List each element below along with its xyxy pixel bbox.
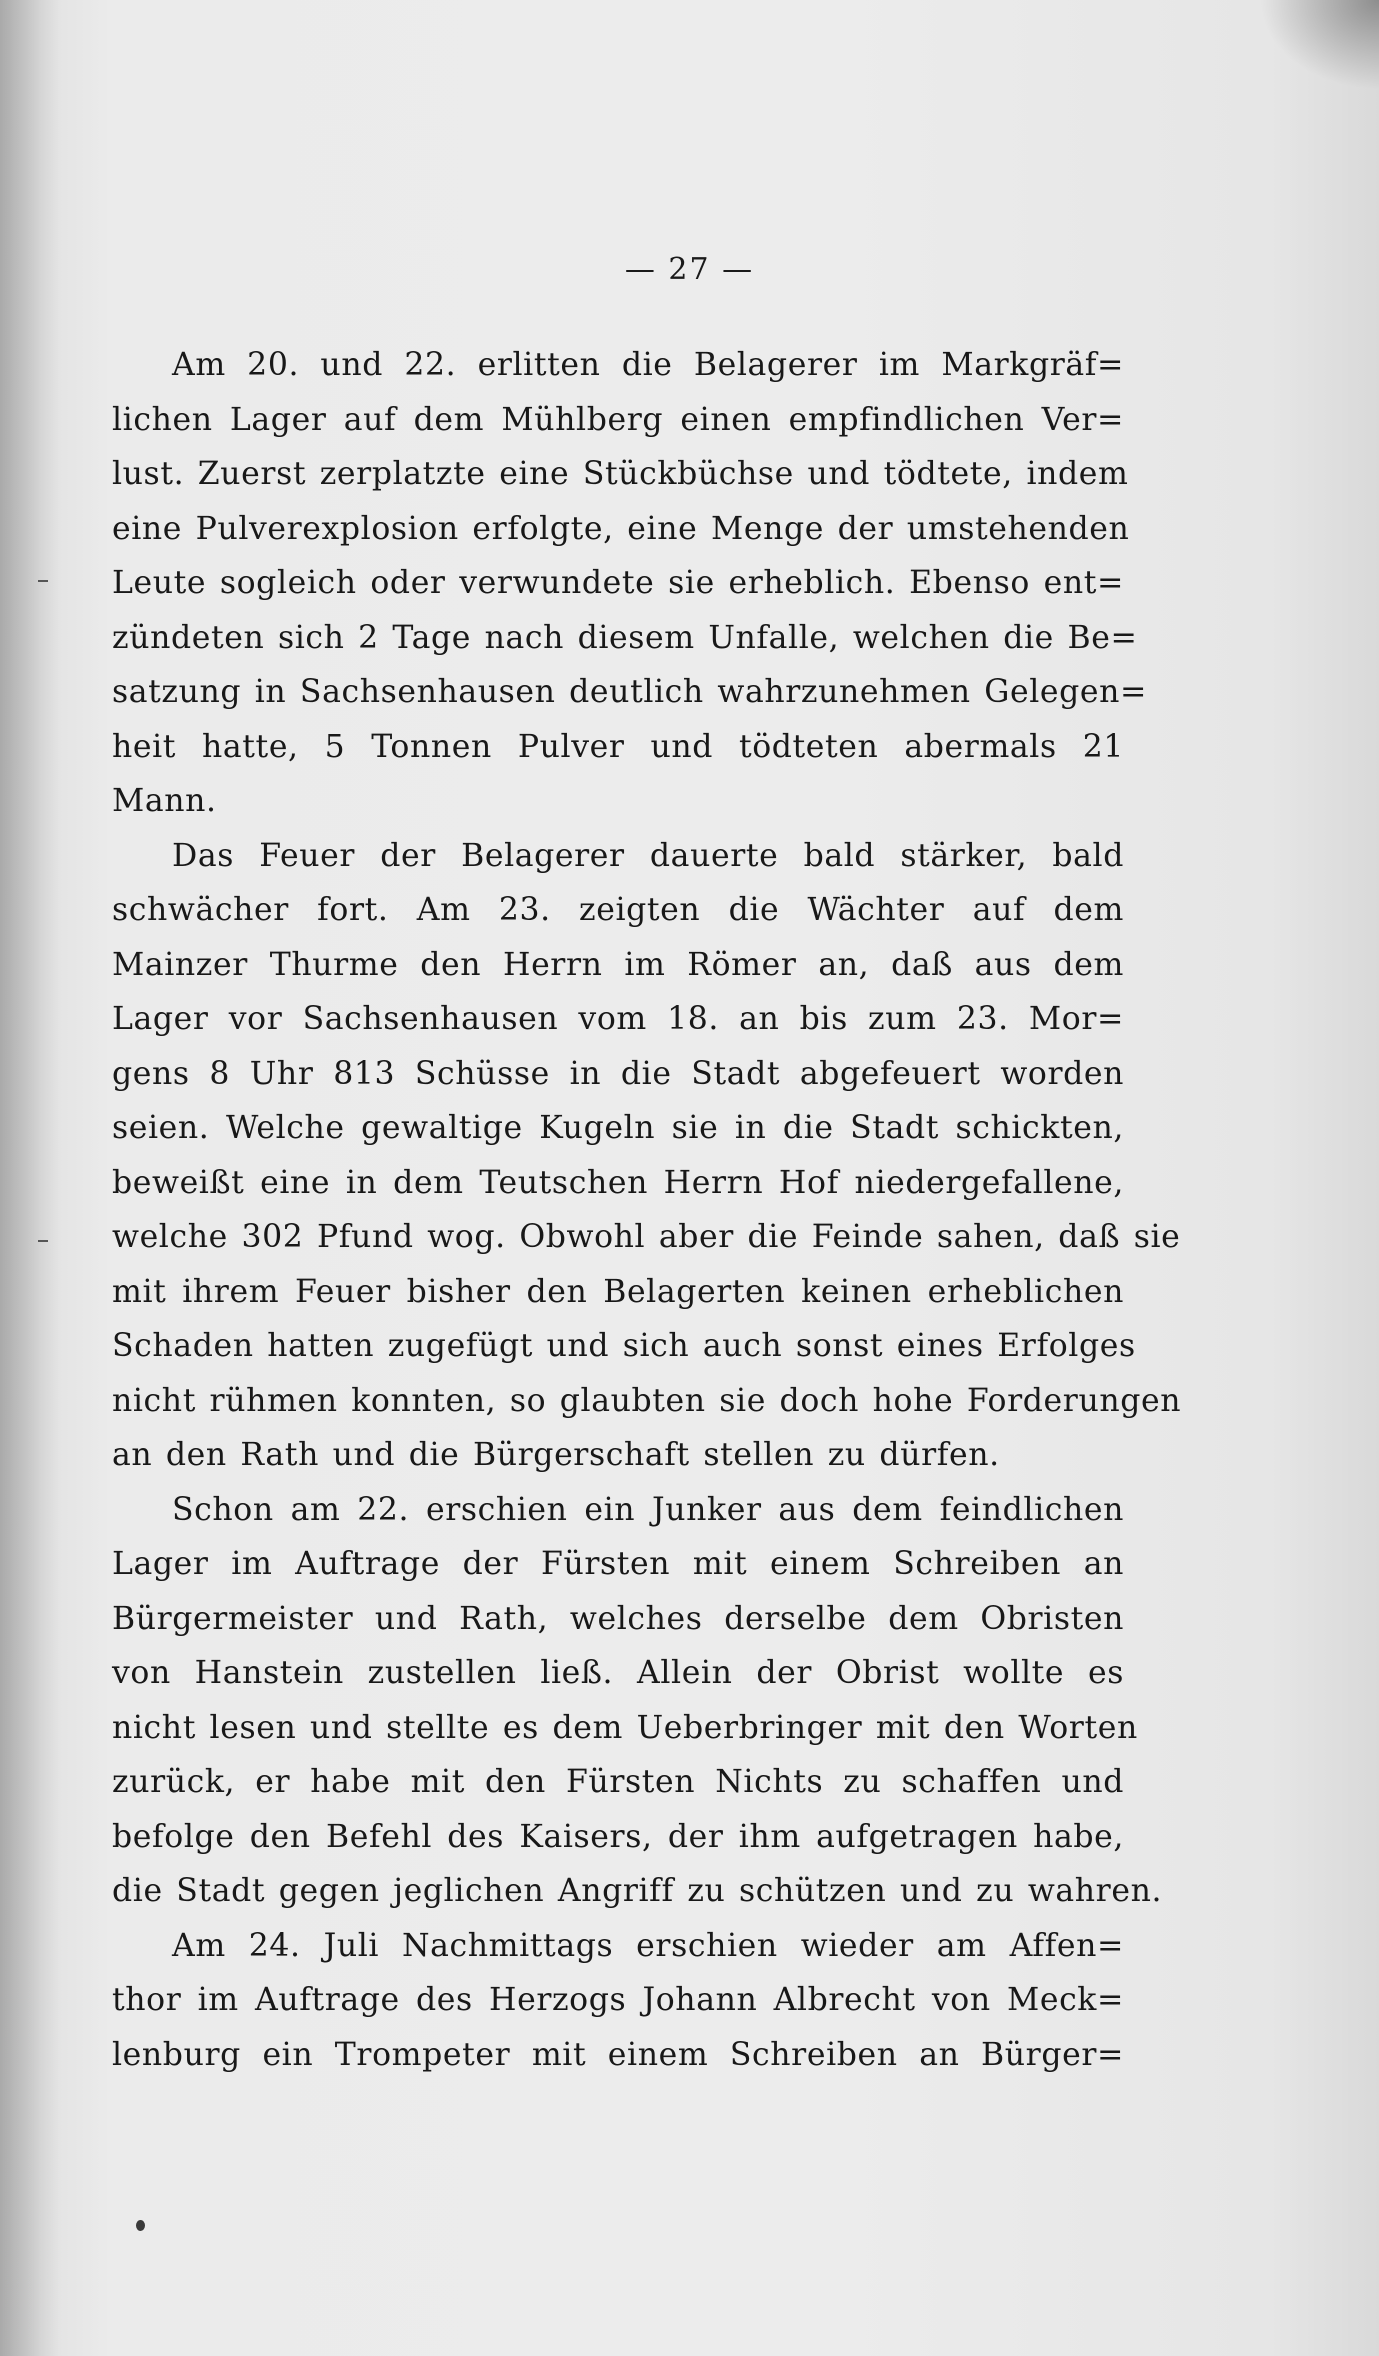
text-line: befolge den Befehl des Kaisers, der ihm aufgetragen habe, [112, 1818, 1124, 1855]
text-line: Das Feuer der Belagerer dauerte bald stärker, bald [172, 837, 1124, 874]
text-line: zündeten sich 2 Tage nach diesem Unfalle, welchen die Be= [112, 619, 1138, 656]
text-line: satzung in Sachsenhausen deutlich wahrzunehmen Gelegen= [112, 674, 1148, 710]
text-line: nicht rühmen konnten, so glaubten sie doch hohe Forderungen [112, 1382, 1182, 1419]
page-corner-shadow [1259, 0, 1379, 90]
text-line: Mann. [112, 783, 217, 819]
text-line: Mainzer Thurme den Herrn im Römer an, daß aus dem [112, 946, 1124, 983]
text-line: zurück, er habe mit den Fürsten Nichts zu schaffen und [112, 1764, 1124, 1800]
text-line: Lager im Auftrage der Fürsten mit einem Schreiben an [112, 1546, 1124, 1582]
text-line: seien. Welche gewaltige Kugeln sie in die Stadt schickten, [112, 1110, 1124, 1146]
text-line: an den Rath und die Bürgerschaft stellen zu dürfen. [112, 1437, 1000, 1473]
text-line: Bürgermeister und Rath, welches derselbe dem Obristen [112, 1600, 1124, 1637]
text-line: die Stadt gegen jeglichen Angriff zu schützen und zu wahren. [112, 1873, 1163, 1909]
text-line: lichen Lager auf dem Mühlberg einen empfindlichen Ver= [112, 401, 1124, 438]
text-line: thor im Auftrage des Herzogs Johann Albrecht von Meck= [112, 1982, 1124, 2018]
text-line: Am 24. Juli Nachmittags erschien wieder am Affen= [172, 1927, 1124, 1964]
margin-mark [38, 1240, 48, 1242]
text-line: Schaden hatten zugefügt und sich auch sonst eines Erfolges [112, 1328, 1136, 1364]
ink-speck [136, 2220, 145, 2231]
text-line: von Hanstein zustellen ließ. Allein der Obrist wollte es [112, 1655, 1124, 1691]
margin-mark [38, 580, 48, 582]
text-line: Am 20. und 22. erlitten die Belagerer im Markgräf= [172, 347, 1124, 383]
page-gutter-shadow [0, 0, 60, 2356]
text-line: gens 8 Uhr 813 Schüsse in die Stadt abgefeuert worden [112, 1055, 1124, 1092]
text-line: schwächer fort. Am 23. zeigten die Wächter auf dem [112, 892, 1124, 928]
text-line: Leute sogleich oder verwundete sie erheblich. Ebenso ent= [112, 565, 1124, 601]
text-line: Schon am 22. erschien ein Junker aus dem feindlichen [172, 1491, 1124, 1528]
text-line: welche 302 Pfund wog. Obwohl aber die Feinde sahen, daß sie [112, 1219, 1181, 1255]
text-line: beweißt eine in dem Teutschen Herrn Hof niedergefallene, [112, 1164, 1124, 1201]
text-line: lenburg ein Trompeter mit einem Schreiben an Bürger= [112, 2036, 1124, 2073]
text-line: Lager vor Sachsenhausen vom 18. an bis zum 23. Mor= [112, 1001, 1124, 1037]
text-line: mit ihrem Feuer bisher den Belagerten keinen erheblichen [112, 1273, 1124, 1310]
text-line: nicht lesen und stellte es dem Ueberbringer mit den Worten [112, 1709, 1138, 1746]
text-line: eine Pulverexplosion erfolgte, eine Menge der umstehenden [112, 510, 1130, 547]
text-line: heit hatte, 5 Tonnen Pulver und tödteten abermals 21 [112, 728, 1124, 765]
page-text-body [112, 338, 1182, 2082]
page-number: — 27 — [624, 252, 755, 287]
text-line: lust. Zuerst zerplatzte eine Stückbüchse und tödtete, indem [112, 456, 1129, 492]
